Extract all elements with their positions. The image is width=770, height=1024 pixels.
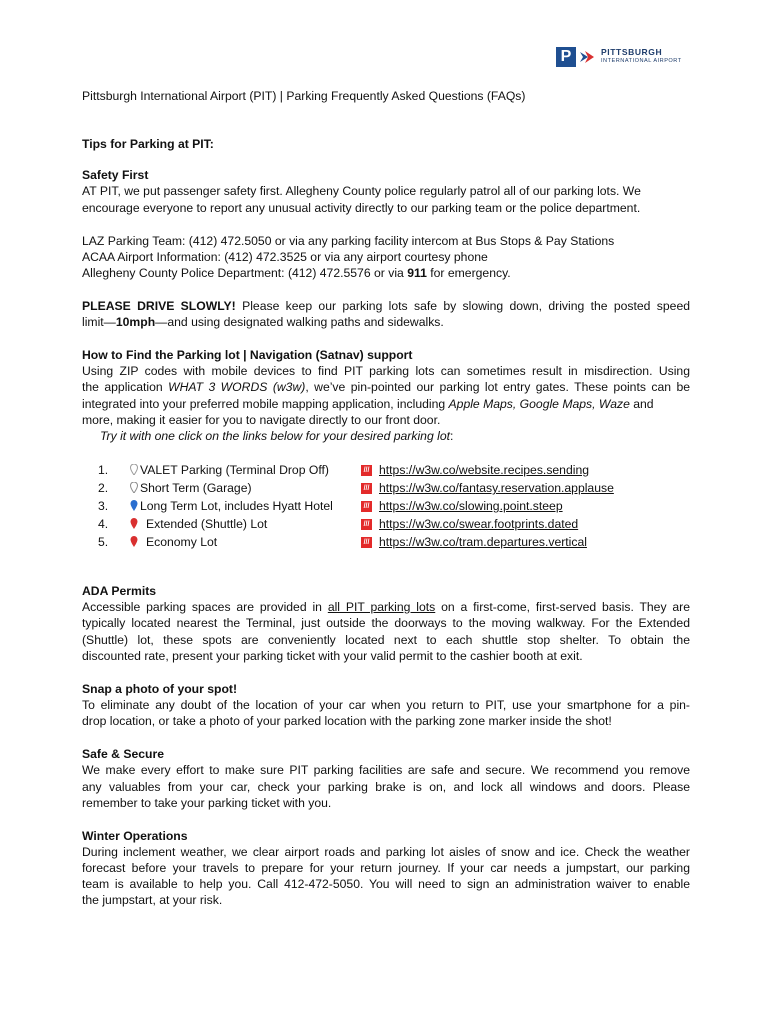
w3w-icon: /// (361, 465, 372, 476)
ada-l1-post: on a first-come, first-served basis. They are (435, 600, 691, 614)
winter-line-4: the jumpstart, at your risk. (82, 893, 223, 907)
drive-slowly-line-1 (82, 299, 690, 314)
tips-heading: Tips for Parking at PIT: (82, 137, 214, 151)
winter-heading: Winter Operations (82, 829, 188, 843)
list-number: 5. (98, 535, 109, 549)
map-pin-icon (130, 482, 138, 493)
lot-link-short-term[interactable]: https://w3w.co/fantasy.reservation.applause (379, 481, 614, 495)
secure-line-2: any valuables from your car, check your parking brake is on, and lock all windows and doors. Please (82, 780, 690, 794)
w3w-icon: /// (361, 519, 372, 530)
drive-slowly-text: Please keep our parking lots safe by slowing down, driving the posted speed (235, 299, 691, 313)
emergency-number: 911 (407, 266, 427, 280)
list-number: 4. (98, 517, 109, 531)
map-pin-icon (130, 500, 138, 511)
nav-heading: How to Find the Parking lot | Navigation (Satnav) support (82, 348, 413, 362)
speed-limit-prefix: limit— (82, 315, 116, 329)
logo-line1: PITTSBURGH (601, 47, 663, 57)
lot-name: VALET Parking (Terminal Drop Off) (140, 463, 329, 477)
police-suffix: for emergency. (426, 266, 511, 280)
ada-line-4: discounted rate, present your parking ticket with your valid permit to the cashier booth at exit. (82, 649, 583, 663)
logo-text (601, 48, 682, 66)
try-it-text: Try it with one click on the links below for your desired parking lot (100, 429, 450, 443)
winter-line-2: forecast before your travels to prepare for your return journey. If your car needs a jumpstart, our parking (82, 861, 690, 875)
speed-limit-suffix: —and using designated walking paths and sidewalks. (155, 315, 444, 329)
winter-line-1: During inclement weather, we clear airport roads and parking lot aisles of snow and ice. Check the weather (82, 845, 690, 859)
drive-slowly-line-2 (82, 315, 444, 330)
map-apps: Apple Maps, Google Maps, Waze (448, 397, 630, 411)
police-text: Allegheny County Police Department: (412) 472.5576 or via (82, 266, 408, 280)
airport-logo (556, 47, 682, 67)
winter-line-3: team is available to help you. Call 412-472-5050. You will need to sign an administration waiver to enable (82, 877, 690, 891)
safety-line-1: AT PIT, we put passenger safety first. Allegheny County police regularly patrol all of our parking lots. We (82, 184, 641, 198)
safety-line-2: encourage everyone to report any unusual activity directly to our parking team or the police department. (82, 201, 641, 215)
parking-p-icon: P (556, 47, 576, 67)
w3w-icon: /// (361, 501, 372, 512)
nav-line-2 (82, 380, 690, 395)
secure-line-1: We make every effort to make sure PIT parking facilities are safe and secure. We recommend you remove (82, 763, 690, 777)
speed-limit-value: 10mph (115, 315, 156, 329)
lot-name: Short Term (Garage) (140, 481, 252, 495)
contact-laz: LAZ Parking Team: (412) 472.5050 or via any parking facility intercom at Bus Stops & Pay Stations (82, 234, 615, 248)
doc-title: Pittsburgh International Airport (PIT) | Parking Frequently Asked Questions (FAQs) (82, 89, 526, 103)
list-number: 1. (98, 463, 109, 477)
ada-l1-pre: Accessible parking spaces are provided in (82, 600, 328, 614)
lot-link-economy[interactable]: https://w3w.co/tram.departures.vertical (379, 535, 587, 549)
contact-police (82, 266, 511, 281)
lot-link-extended[interactable]: https://w3w.co/swear.footprints.dated (379, 517, 579, 531)
map-pin-icon (130, 536, 138, 547)
secure-line-3: remember to take your parking ticket with you. (82, 796, 332, 810)
try-it-colon: : (449, 429, 454, 443)
logo-line2: INTERNATIONAL AIRPORT (601, 58, 682, 64)
ada-heading: ADA Permits (82, 584, 157, 598)
snap-line-1: To eliminate any doubt of the location of your car when you return to PIT, use your smartphone for a pin- (82, 698, 690, 712)
nav-line-4: more, making it easier for you to navigate directly to our front door. (82, 413, 441, 427)
list-number: 3. (98, 499, 109, 513)
lot-name: Long Term Lot, includes Hyatt Hotel (140, 499, 333, 513)
w3w-icon: /// (361, 537, 372, 548)
ada-line-3: (Shuttle) lot, these spots are conveniently located next to each shuttle stop shelter. To obtain the (82, 633, 690, 647)
w3w-app-name: WHAT 3 WORDS (w3w) (168, 380, 306, 394)
nav-line-1: Using ZIP codes with mobile devices to find PIT parking lots can sometimes result in misdirection. Using (82, 364, 690, 378)
nav-l3-pre: integrated into your preferred mobile mapping application, including (82, 397, 449, 411)
nav-line-3 (82, 397, 654, 412)
w3w-icon: /// (361, 483, 372, 494)
secure-heading: Safe & Secure (82, 747, 164, 761)
lot-link-valet[interactable]: https://w3w.co/website.recipes.sending (379, 463, 590, 477)
list-number: 2. (98, 481, 109, 495)
ada-line-2: typically located nearest the Terminal, just outside the doorways to the moving walkway. For the Extended (82, 616, 690, 630)
nav-l2-pre: the application (82, 380, 169, 394)
drive-slowly-bold: PLEASE DRIVE SLOWLY! (82, 299, 236, 313)
contact-acaa: ACAA Airport Information: (412) 472.3525 or via any airport courtesy phone (82, 250, 488, 264)
nav-line-5 (100, 429, 453, 444)
map-pin-icon (130, 518, 138, 529)
ada-line-1 (82, 600, 690, 615)
snap-line-2: drop location, or take a photo of your parked location with the parking zone marker inside the shot! (82, 714, 612, 728)
all-parking-lots-link[interactable]: all PIT parking lots (327, 600, 436, 614)
safety-heading: Safety First (82, 168, 149, 182)
airport-mark-icon (579, 49, 595, 65)
lot-link-long-term[interactable]: https://w3w.co/slowing.point.steep (379, 499, 563, 513)
lot-name: Economy Lot (146, 535, 218, 549)
snap-heading: Snap a photo of your spot! (82, 682, 238, 696)
nav-l3-post: and (629, 397, 654, 411)
nav-l2-post: , we’ve pin-pointed our parking lot entry gates. These points can be (305, 380, 691, 394)
lot-name: Extended (Shuttle) Lot (146, 517, 268, 531)
map-pin-icon (130, 464, 138, 475)
